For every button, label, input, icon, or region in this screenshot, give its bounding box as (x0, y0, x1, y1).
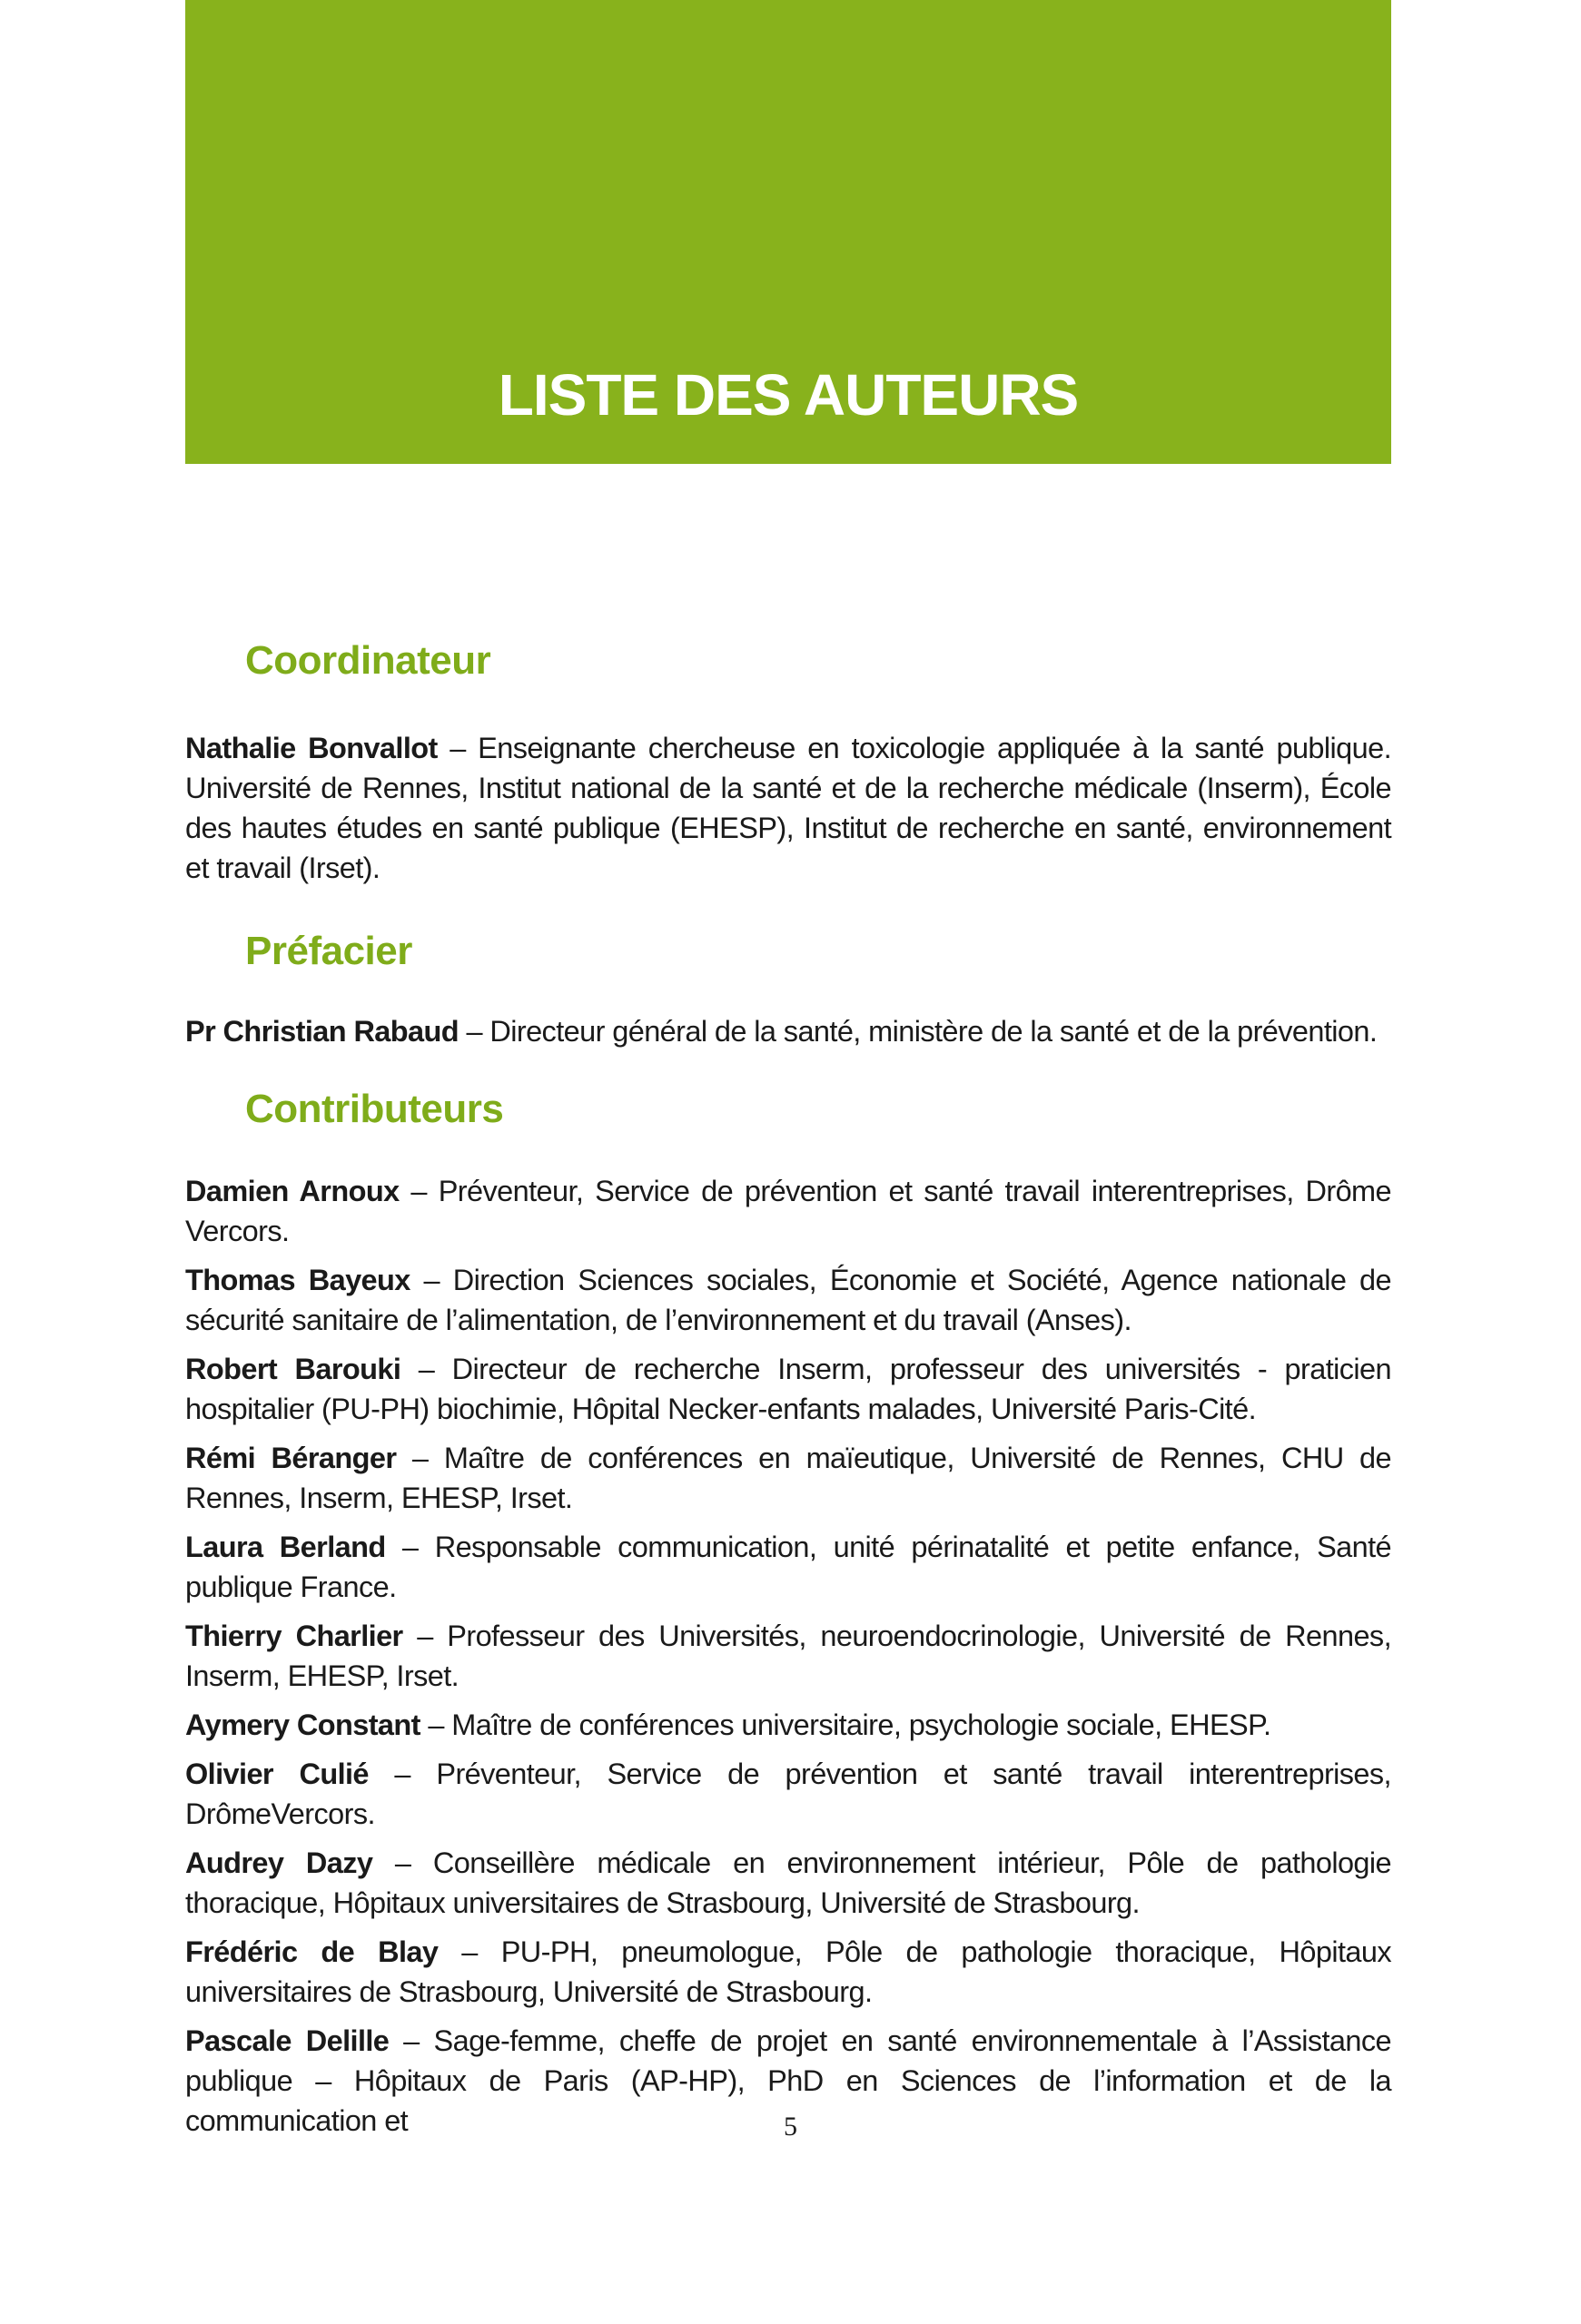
author-description: – Professeur des Universités, neuroendocrinologie, Université de Rennes, Inserm, EHESP, Irset. (185, 1620, 1391, 1692)
author-description: – Conseillère médicale en environnement intérieur, Pôle de pathologie thoracique, Hôpitaux universitaires de Strasbourg, Université de Strasbourg. (185, 1846, 1392, 1919)
author-description: – Responsable communication, unité périnatalité et petite enfance, Santé publique France. (185, 1531, 1391, 1603)
coordinator-entry (185, 728, 1391, 888)
coordinator-heading: Coordinateur (245, 638, 491, 683)
title-band (185, 0, 1391, 464)
contributor-entry (185, 1171, 1391, 1251)
author-description: – PU-PH, pneumologue, Pôle de pathologie thoracique, Hôpitaux universitaires de Strasbourg, Université de Strasbourg. (185, 1935, 1391, 2008)
contributors-heading: Contributeurs (245, 1087, 504, 1131)
contributor-entry (185, 1705, 1391, 1745)
author-name: Frédéric de Blay (185, 1935, 439, 1968)
author-description: – Sage-femme, cheffe de projet en santé environnementale à l’Assistance publique – Hôpitaux de Paris (AP-HP), PhD en Sciences de l’information et de la communication et (185, 2024, 1391, 2137)
author-description: – Enseignante chercheuse en toxicologie appliquée à la santé publique. Université de Rennes, Institut national de la santé et de la recherche médicale (Inserm), École des hautes études en santé publique (EHESP), Institut de recherche en santé, environnement et travail (Irset). (185, 732, 1392, 884)
page-number: 5 (784, 2112, 797, 2142)
author-description: – Préventeur, Service de prévention et santé travail interentreprises, DrômeVercors. (185, 1758, 1391, 1830)
prefacer-entry (185, 1011, 1391, 1051)
author-name: Damien Arnoux (185, 1175, 400, 1207)
page-title: LISTE DES AUTEURS (498, 362, 1079, 428)
authors-content (185, 635, 1391, 2150)
author-description: – Directeur général de la santé, ministère de la santé et de la prévention. (466, 1015, 1378, 1048)
contributor-entry (185, 1616, 1391, 1696)
author-name: Thomas Bayeux (185, 1264, 410, 1296)
author-name: Thierry Charlier (185, 1620, 403, 1652)
prefacer-heading: Préfacier (245, 929, 412, 973)
contributor-entry (185, 1527, 1391, 1607)
author-description: – Maître de conférences en maïeutique, Université de Rennes, CHU de Rennes, Inserm, EHESP, Irset. (185, 1442, 1391, 1514)
author-name: Laura Berland (185, 1531, 386, 1563)
author-name: Pr Christian Rabaud (185, 1015, 459, 1048)
contributors-list (185, 1171, 1391, 2141)
author-description: – Directeur de recherche Inserm, professeur des universités - praticien hospitalier (PU-PH) biochimie, Hôpital Necker-enfants malades, Université Paris-Cité. (185, 1353, 1391, 1425)
contributor-entry (185, 1260, 1391, 1340)
author-name: Aymery Constant (185, 1709, 420, 1741)
contributor-entry (185, 1349, 1391, 1429)
author-description: – Préventeur, Service de prévention et santé travail interentreprises, Drôme Vercors. (185, 1175, 1391, 1247)
contributor-entry (185, 1843, 1391, 1923)
contributor-entry (185, 1932, 1391, 2012)
author-description: – Direction Sciences sociales, Économie et Société, Agence nationale de sécurité sanitaire de l’alimentation, de l’environnement et du travail (Anses). (185, 1264, 1392, 1336)
author-name: Robert Barouki (185, 1353, 401, 1385)
author-name: Pascale Delille (185, 2024, 390, 2057)
author-name: Rémi Béranger (185, 1442, 397, 1474)
author-name: Olivier Culié (185, 1758, 369, 1790)
author-name: Nathalie Bonvallot (185, 732, 438, 764)
contributor-entry (185, 1754, 1391, 1834)
contributor-entry (185, 1438, 1391, 1518)
author-description: – Maître de conférences universitaire, psychologie sociale, EHESP. (428, 1709, 1271, 1741)
author-name: Audrey Dazy (185, 1846, 373, 1879)
